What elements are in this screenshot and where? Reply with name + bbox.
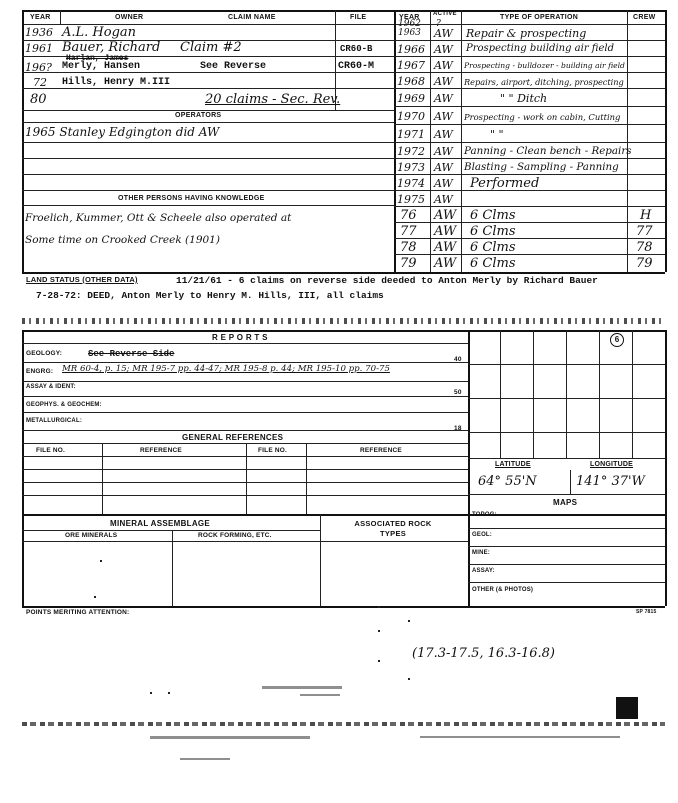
rock-forming: ROCK FORMING, ETC. (198, 532, 272, 539)
activity-active: AW (434, 128, 453, 141)
latitude-label: LATITUDE (495, 461, 531, 468)
scan-noise-band (22, 318, 665, 324)
metallurgical-label: METALLURGICAL: (26, 418, 83, 424)
activity-op: Performed (470, 176, 540, 191)
associated-rock-types: ASSOCIATED ROCK TYPES (354, 519, 432, 538)
activity-year: 1970 (397, 110, 425, 123)
activity-year: 1962 (398, 19, 421, 29)
operators-label: OPERATORS (175, 112, 222, 119)
owner-row-file: CR60-M (338, 61, 375, 72)
owner-row-claim: See Reverse (200, 61, 267, 72)
land-status-line: 11/21/61 - 6 claims on reverse side deeded to Anton Merly by Richard Bauer (176, 275, 598, 286)
activity-year: 1972 (397, 145, 425, 158)
activity-op: " " Ditch (500, 92, 548, 105)
gen-ref-col-file: FILE NO. (36, 447, 66, 454)
circled-number: 6 (610, 333, 624, 347)
owner-row-name: Bauer, Richard (62, 40, 161, 55)
activity-year: 76 (400, 208, 417, 223)
scan-bottom-strip (22, 722, 665, 726)
margin-40: 40 (454, 356, 462, 363)
mineral-assemblage-title: MINERAL ASSEMBLAGE (110, 519, 211, 528)
activity-active: AW (434, 224, 457, 239)
maps-title: MAPS (553, 498, 578, 507)
owner-row-year: 1961 (25, 42, 53, 55)
activity-active: AW (434, 240, 457, 255)
activity-crew: 78 (636, 240, 653, 255)
activity-active: AW (434, 256, 457, 271)
header-year-2: YEAR (399, 14, 420, 21)
owner-row-name: Hills, Henry M.III (62, 77, 171, 88)
margin-50: 50 (454, 389, 462, 396)
maps-mine: MINE: (472, 550, 490, 556)
activity-year: 79 (400, 256, 417, 271)
other-persons-line: Some time on Crooked Creek (1901) (25, 234, 220, 246)
activity-year: 1967 (397, 59, 425, 72)
points-note: (17.3-17.5, 16.3-16.8) (412, 646, 555, 661)
activity-op: Prospecting building air field (466, 43, 614, 54)
activity-year: 1966 (397, 43, 425, 56)
header-year: YEAR (30, 14, 51, 21)
header-owner: OWNER (115, 14, 144, 21)
activity-year: 1969 (397, 92, 425, 105)
activity-op: Repair & prospecting (466, 27, 587, 40)
activity-crew: H (640, 208, 652, 223)
land-status-label: LAND STATUS (OTHER DATA) (26, 275, 138, 284)
activity-active: AW (434, 110, 453, 123)
activity-active: AW (434, 161, 453, 174)
header-file: FILE (350, 14, 367, 21)
owner-row-claim: 20 claims - Sec. Rev. (205, 92, 341, 107)
engrg-label: ENGRG: (26, 368, 54, 375)
activity-year: 78 (400, 240, 417, 255)
maps-assay: ASSAY: (472, 568, 495, 574)
activity-active: AW (434, 92, 453, 105)
owner-row-name: Merly, Hansen (62, 61, 141, 72)
activity-active: AW (434, 208, 457, 223)
owner-row-year: 1936 (25, 26, 53, 39)
other-persons-label: OTHER PERSONS HAVING KNOWLEDGE (118, 195, 265, 202)
activity-op: Panning - Clean bench - Repairs (464, 145, 632, 157)
owner-row-claim: Claim #2 (180, 40, 242, 55)
longitude-value: 141° 37'W (576, 474, 645, 489)
activity-active: AW (434, 27, 453, 40)
gen-ref-col-file-2: FILE NO. (258, 447, 288, 454)
activity-op: Blasting - Sampling - Panning (464, 161, 619, 173)
activity-active: AW (434, 177, 453, 190)
activity-crew: 77 (636, 224, 653, 239)
activity-year: 1975 (397, 193, 425, 206)
activity-op: 6 Clms (470, 256, 516, 271)
owner-row-year: 196? (25, 61, 52, 74)
gen-ref-col-reference: REFERENCE (140, 447, 182, 454)
header-claim-name: CLAIM NAME (228, 14, 276, 21)
assay-label: ASSAY & IDENT: (26, 384, 76, 390)
activity-op: " " (490, 128, 504, 141)
activity-year: 1971 (397, 128, 425, 141)
activity-year: 77 (400, 224, 417, 239)
engrg-value: MR 60-4, p. 15; MR 195-7 pp. 44-47; MR 195-8 p. 44; MR 195-10 pp. 70-75 (62, 364, 390, 374)
geology-value: See Reverse Side (88, 349, 175, 359)
activity-op: 6 Clms (470, 224, 516, 239)
longitude-label: LONGITUDE (590, 461, 634, 468)
scan-black-square (616, 697, 638, 719)
latitude-value: 64° 55'N (478, 474, 537, 489)
gen-ref-col-reference-2: REFERENCE (360, 447, 402, 454)
activity-active: AW (434, 59, 453, 72)
maps-geol: GEOL: (472, 532, 492, 538)
operators-entry: 1965 Stanley Edgington did AW (25, 125, 220, 139)
land-status-line: 7-28-72: DEED, Anton Merly to Henry M. Hills, III, all claims (36, 290, 384, 301)
maps-other: OTHER (& PHOTOS) (472, 587, 534, 593)
geophys-label: GEOPHYS. & GEOCHEM: (26, 402, 102, 408)
margin-18: 18 (454, 425, 462, 432)
activity-op: Repairs, airport, ditching, prospecting (464, 77, 624, 87)
activity-op: Prospecting - work on cabin, Cutting (464, 112, 621, 122)
header-type-operation: TYPE OF OPERATION (500, 14, 579, 21)
activity-active: AW (434, 75, 453, 88)
activity-active: AW (434, 193, 453, 206)
header-active: ACTIVE (433, 11, 457, 17)
activity-crew: 79 (636, 256, 653, 271)
maps-topog: TOPOG: (472, 512, 497, 518)
activity-active: AW (434, 145, 453, 158)
activity-op: Prospecting - bulldozer - building air field (464, 61, 625, 70)
general-references-title: GENERAL REFERENCES (182, 433, 284, 442)
owner-row-year: 72 (33, 76, 47, 89)
activity-active: AW (434, 43, 453, 56)
points-meriting-label: POINTS MERITING ATTENTION: (26, 609, 130, 616)
activity-year: 1973 (397, 161, 425, 174)
owner-row-name: A.L. Hogan (62, 25, 137, 40)
other-persons-line: Froelich, Kummer, Ott & Scheele also operated at (25, 212, 292, 224)
form-number: SP 7815 (636, 609, 657, 615)
owner-row-file: CR60-B (340, 44, 373, 54)
activity-year: 1974 (397, 177, 425, 190)
geology-label: GEOLOGY: (26, 350, 63, 357)
activity-op: 6 Clms (470, 208, 516, 223)
activity-op: 6 Clms (470, 240, 516, 255)
activity-year: 1968 (397, 75, 425, 88)
reports-title: R E P O R T S (212, 333, 268, 342)
header-crew: CREW (633, 14, 656, 21)
owner-overstrike: Harlan, James (66, 54, 129, 63)
owner-row-year: 80 (30, 92, 47, 107)
activity-year: 1963 (398, 28, 421, 38)
activity-active: ? (436, 19, 441, 29)
ore-minerals: ORE MINERALS (65, 532, 118, 539)
